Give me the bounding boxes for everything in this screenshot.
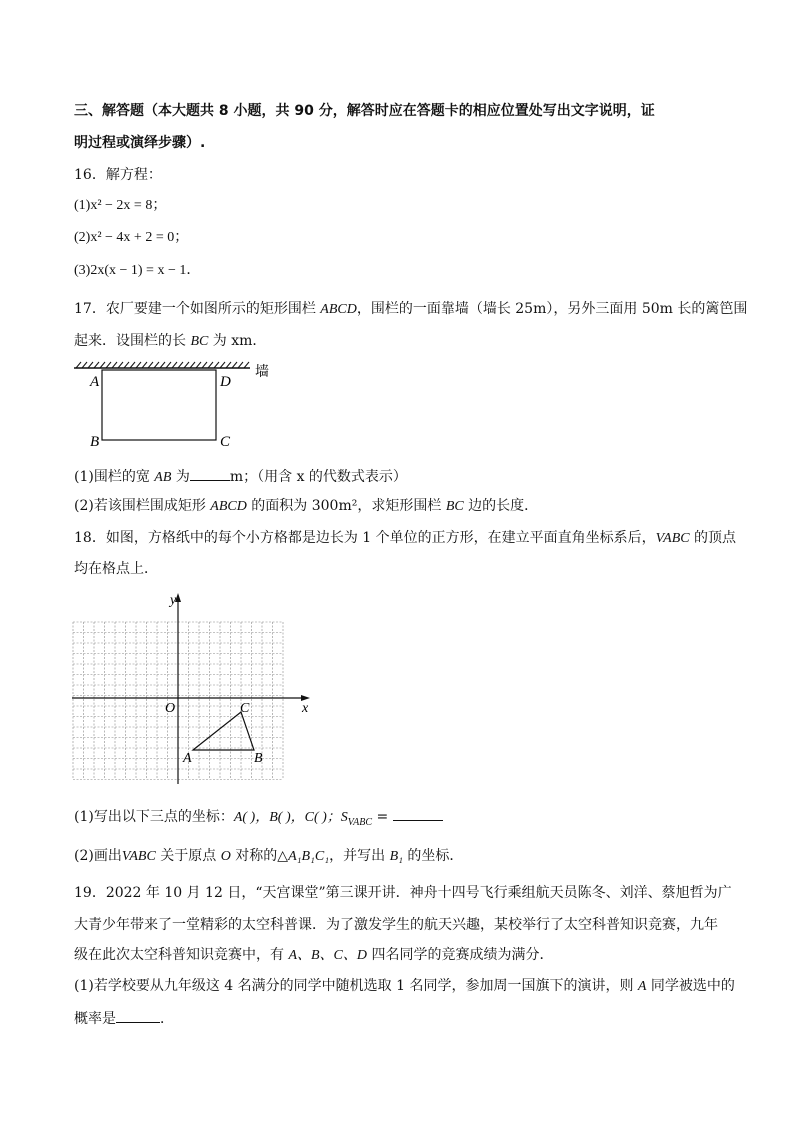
q16-title: 16．解方程：	[74, 167, 162, 183]
hatch-stroke	[130, 362, 135, 368]
section-heading-line1: 三、解答题（本大题共 8 小题，共 90 分，解答时应在答题卡的相应位置处写出文字说明，证	[74, 103, 655, 119]
q18-part1: (1)写出以下三点的坐标：A( )，B( )，C( )；$S_{VABC}$ =	[74, 806, 443, 833]
origin-label: O	[165, 701, 176, 716]
hatch-stroke	[220, 362, 225, 368]
hatch-stroke	[136, 362, 141, 368]
wall-hatching	[76, 362, 249, 368]
fence-rectangle	[102, 370, 216, 440]
point-B-label: B	[90, 434, 100, 450]
q16-part1: (1)x² − 2x = 8；	[74, 198, 167, 213]
hatch-stroke	[124, 362, 129, 368]
q18-part2: (2)画出VABC 关于原点 O 对称的△A₁B₁C₁，并写出 B₁ 的坐标．	[74, 848, 464, 864]
hatch-stroke	[160, 362, 165, 368]
hatch-stroke	[166, 362, 171, 368]
probability-answer-blank[interactable]	[116, 1008, 160, 1023]
hatch-stroke	[244, 362, 249, 368]
q19-line3: 级在此次太空科普知识竞赛中，有 A、B、C、D 四名同学的竞赛成绩为满分．	[74, 947, 554, 963]
triangle-ABC	[193, 712, 254, 750]
hatch-stroke	[118, 362, 123, 368]
hatch-stroke	[196, 362, 201, 368]
q16-part2: (2)x² − 4x + 2 = 0；	[74, 230, 189, 245]
hatch-stroke	[100, 362, 105, 368]
hatch-stroke	[190, 362, 195, 368]
q19-line1: 19．2022 年 10 月 12 日，“天宫课堂”第三课开讲．神舟十四号飞行乘组航天员陈冬、刘洋、蔡旭哲为广	[74, 885, 732, 901]
hatch-stroke	[226, 362, 231, 368]
hatch-stroke	[88, 362, 93, 368]
hatch-stroke	[208, 362, 213, 368]
hatch-stroke	[172, 362, 177, 368]
hatch-stroke	[154, 362, 159, 368]
q18-line2: 均在格点上．	[74, 561, 158, 577]
q19-part1-line1: (1)若学校要从九年级这 4 名满分的同学中随机选取 1 名同学，参加周一国旗下的演讲，则 A 同学被选中的	[74, 978, 735, 994]
x-axis-label: x	[302, 701, 309, 716]
hatch-stroke	[184, 362, 189, 368]
area-answer-blank[interactable]	[393, 806, 443, 821]
point-D-label: D	[220, 374, 231, 390]
q16-part3: (3)2x(x − 1) = x − 1．	[74, 263, 201, 278]
q17-part2: (2)若该围栏围成矩形 ABCD 的面积为 300m²，求矩形围栏 BC 边的长度．	[74, 498, 539, 514]
hatch-stroke	[148, 362, 153, 368]
hatch-stroke	[82, 362, 87, 368]
point-A-label: A	[90, 374, 100, 390]
hatch-stroke	[232, 362, 237, 368]
hatch-stroke	[202, 362, 207, 368]
vertex-A-label: A	[183, 751, 192, 766]
point-C-label: C	[220, 434, 231, 450]
y-axis-label: y	[170, 593, 177, 608]
q18-coordinate-figure	[70, 588, 320, 788]
wall-label: 墙	[255, 364, 269, 380]
vertex-C-label: C	[240, 701, 250, 716]
hatch-stroke	[106, 362, 111, 368]
hatch-stroke	[94, 362, 99, 368]
hatch-stroke	[76, 362, 81, 368]
answer-blank[interactable]	[190, 466, 230, 481]
q17-line2: 起来．设围栏的长 BC 为 xm．	[74, 333, 267, 349]
hatch-stroke	[178, 362, 183, 368]
rect-name: ABCD	[320, 302, 357, 317]
vertex-B-label: B	[254, 751, 263, 766]
q17-part1: (1)围栏的宽 AB 为 m；（用含 x 的代数式表示）	[74, 466, 407, 488]
hatch-stroke	[214, 362, 219, 368]
q19-part1-line2: 概率是 ．	[74, 1008, 174, 1029]
section-heading-line2: 明过程或演绎步骤）.	[74, 135, 206, 151]
hatch-stroke	[112, 362, 117, 368]
q17-fence-figure	[70, 358, 280, 453]
hatch-stroke	[142, 362, 147, 368]
q18-line1: 18．如图，方格纸中的每个小方格都是边长为 1 个单位的正方形，在建立平面直角坐标系后，VABC 的顶点	[74, 530, 737, 546]
q17-line1: 17．农厂要建一个如图所示的矩形围栏 ABCD，围栏的一面靠墙（墙长 25m），另外三面用 50m 长的篱笆围	[74, 301, 748, 317]
q19-line2: 大青少年带来了一堂精彩的太空科普课．为了激发学生的航天兴趣，某校举行了太空科普知识竞赛，九年	[74, 917, 718, 933]
hatch-stroke	[238, 362, 243, 368]
